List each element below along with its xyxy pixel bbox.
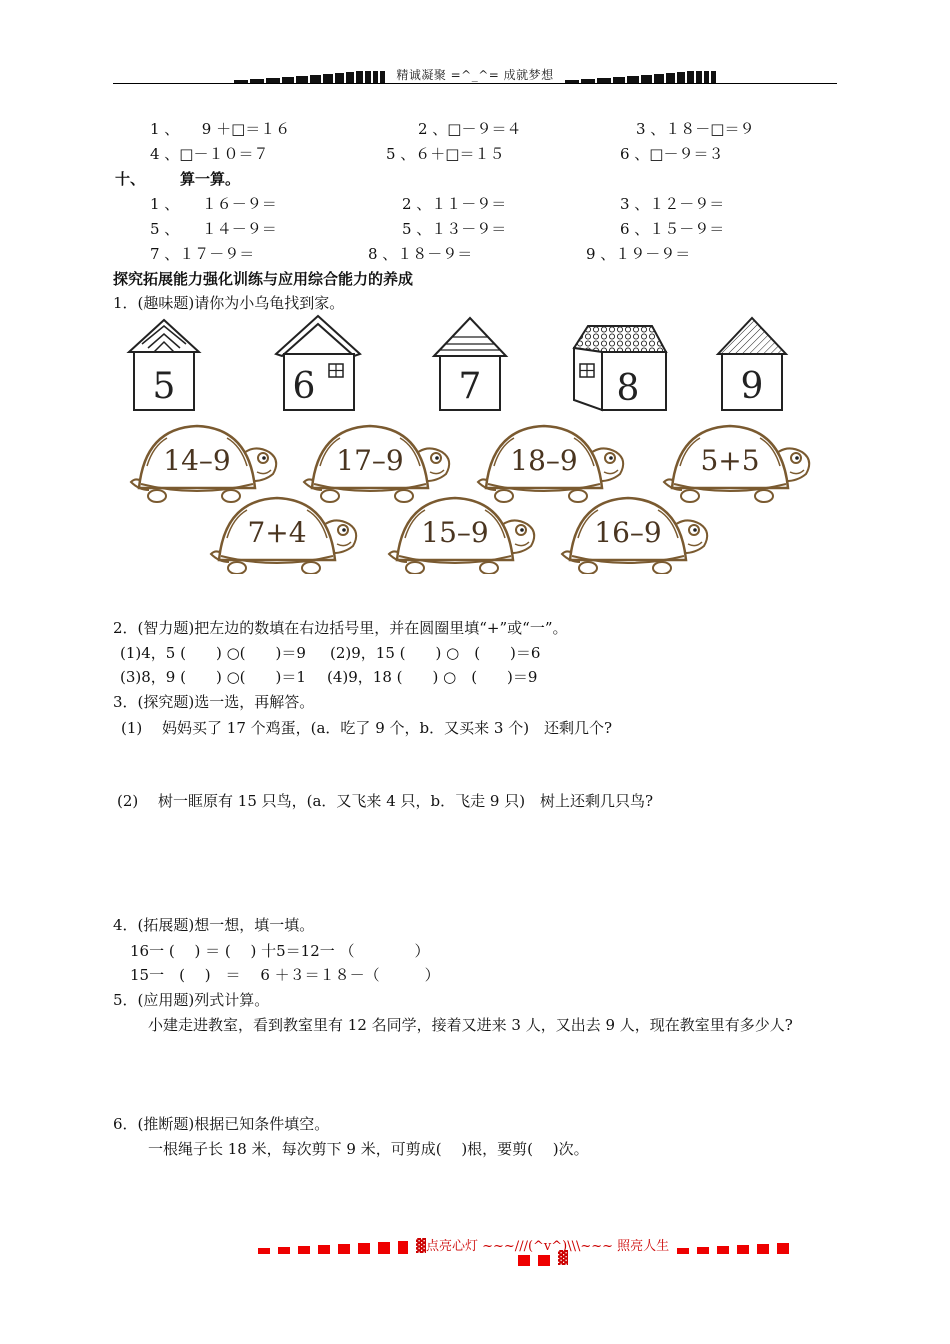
turtle-6 bbox=[389, 498, 534, 574]
header-text: 精诚凝聚 =^_^= 成就梦想 bbox=[396, 68, 554, 82]
turtle-3 bbox=[478, 426, 623, 502]
calc-item-8: 8 、１８－９＝ bbox=[368, 245, 473, 263]
page-header bbox=[0, 64, 950, 84]
footer-right-blocks bbox=[677, 1243, 789, 1254]
calc-item-2: 2 、１１－９＝ bbox=[402, 195, 507, 213]
turtle-1 bbox=[131, 426, 276, 502]
calc-item-6: 6 、１５－９＝ bbox=[620, 220, 725, 238]
q2-item-4: (4)9，18 ( ) ○ ( )＝9 bbox=[327, 668, 538, 686]
calc-item-9: 9 、１９－９＝ bbox=[586, 245, 691, 263]
house-number: 6 bbox=[292, 366, 316, 407]
turtle-7 bbox=[562, 498, 707, 574]
q4-line-1: 16一 ( ) ＝ ( ) 十5＝12一 （ ） bbox=[130, 942, 430, 960]
q6-label: 6．(推断题)根据已知条件填空。 bbox=[113, 1115, 330, 1133]
house-8 bbox=[574, 326, 666, 410]
turtle-5 bbox=[211, 498, 356, 574]
header-rule bbox=[113, 83, 837, 84]
turtle-2 bbox=[304, 426, 449, 502]
q3-item-2: (2) 树一眶原有 15 只鸟，(a．又飞来 4 只，b．飞走 9 只) 树上还剩几只鸟? bbox=[117, 792, 654, 810]
section10-title: 算一算。 bbox=[180, 170, 241, 188]
footer-text: ▓点亮心灯 ~~~///(^v^)\\\~~~ 照亮人生 bbox=[416, 1239, 670, 1254]
header-left-blocks bbox=[234, 71, 385, 83]
calc-item-1: 1 、 １６－９＝ bbox=[150, 195, 277, 213]
turtle-expression: 15–9 bbox=[421, 516, 489, 549]
house-number: 8 bbox=[616, 368, 640, 409]
fill-item-1: 1 、 9 ＋□＝１６ bbox=[150, 120, 291, 138]
q5-text: 小建走进教室，看到教室里有 12 名同学，接着又进来 3 人，又出去 9 人，现在教室里有多少人? bbox=[148, 1016, 793, 1034]
calc-item-5: 5 、１３－９＝ bbox=[402, 220, 507, 238]
house-7 bbox=[434, 318, 506, 410]
q3-item-1: (1) 妈妈买了 17 个鸡蛋，(a．吃了 9 个，b．又买来 3 个) 还剩几个? bbox=[121, 719, 613, 737]
fill-item-3: 3 、１８－□＝９ bbox=[636, 120, 755, 138]
q4-line-2: 15一 ( ) ＝ 6 ＋３＝１８－（ ） bbox=[130, 966, 440, 984]
turtle-expression: 14–9 bbox=[163, 444, 231, 477]
q5-label: 5．(应用题)列式计算。 bbox=[113, 991, 270, 1009]
house-6 bbox=[276, 316, 360, 410]
footer-tail-glyph: ▓ bbox=[558, 1251, 568, 1266]
q2-item-3: (3)8，9 ( ) ○( )＝1 bbox=[120, 668, 306, 686]
q4-label: 4．(拓展题)想一想，填一填。 bbox=[113, 916, 315, 934]
turtle-house-illustration bbox=[112, 312, 812, 574]
fill-item-6: 6 、□－９＝３ bbox=[620, 145, 724, 163]
fill-item-2: 2 、□－９＝４ bbox=[418, 120, 522, 138]
calc-item-3: 3 、１２－９＝ bbox=[620, 195, 725, 213]
turtle-expression: 5+5 bbox=[700, 444, 760, 477]
turtle-4 bbox=[664, 426, 809, 502]
q6-text: 一根绳子长 18 米，每次剪下 9 米，可剪成( )根，要剪( )次。 bbox=[148, 1140, 589, 1158]
calc-item-4: 5 、 １４－９＝ bbox=[150, 220, 277, 238]
house-number: 5 bbox=[152, 366, 176, 407]
header-right-blocks bbox=[565, 71, 716, 83]
house-number: 7 bbox=[458, 366, 482, 407]
house-9 bbox=[718, 318, 786, 410]
q1-label: 1．(趣味题)请你为小乌龟找到家。 bbox=[113, 294, 345, 312]
turtle-expression: 7+4 bbox=[247, 516, 307, 549]
fill-item-5: 5 、６＋□＝１５ bbox=[386, 145, 505, 163]
footer-second-row bbox=[518, 1251, 568, 1266]
turtle-expression: 18–9 bbox=[510, 444, 578, 477]
turtle-expression: 16–9 bbox=[594, 516, 662, 549]
q3-label: 3．(探究题)选一选，再解答。 bbox=[113, 693, 315, 711]
fill-item-4: 4 、□－１０＝７ bbox=[150, 145, 269, 163]
section-title: 探究拓展能力强化训练与应用综合能力的养成 bbox=[113, 270, 414, 288]
q2-label: 2．(智力题)把左边的数填在右边括号里，并在圆圈里填“+”或“一”。 bbox=[113, 619, 568, 637]
turtle-expression: 17–9 bbox=[336, 444, 404, 477]
house-5 bbox=[129, 320, 199, 410]
house-number: 9 bbox=[740, 366, 764, 407]
q2-item-2: (2)9，15 ( ) ○ ( )＝6 bbox=[330, 644, 541, 662]
footer-tail-blocks bbox=[518, 1255, 550, 1266]
calc-item-7: 7 、１７－９＝ bbox=[150, 245, 255, 263]
q2-item-1: (1)4，5 ( ) ○( )＝9 bbox=[120, 644, 306, 662]
footer-left-blocks bbox=[258, 1241, 408, 1254]
section10-number: 十、 bbox=[115, 170, 146, 188]
